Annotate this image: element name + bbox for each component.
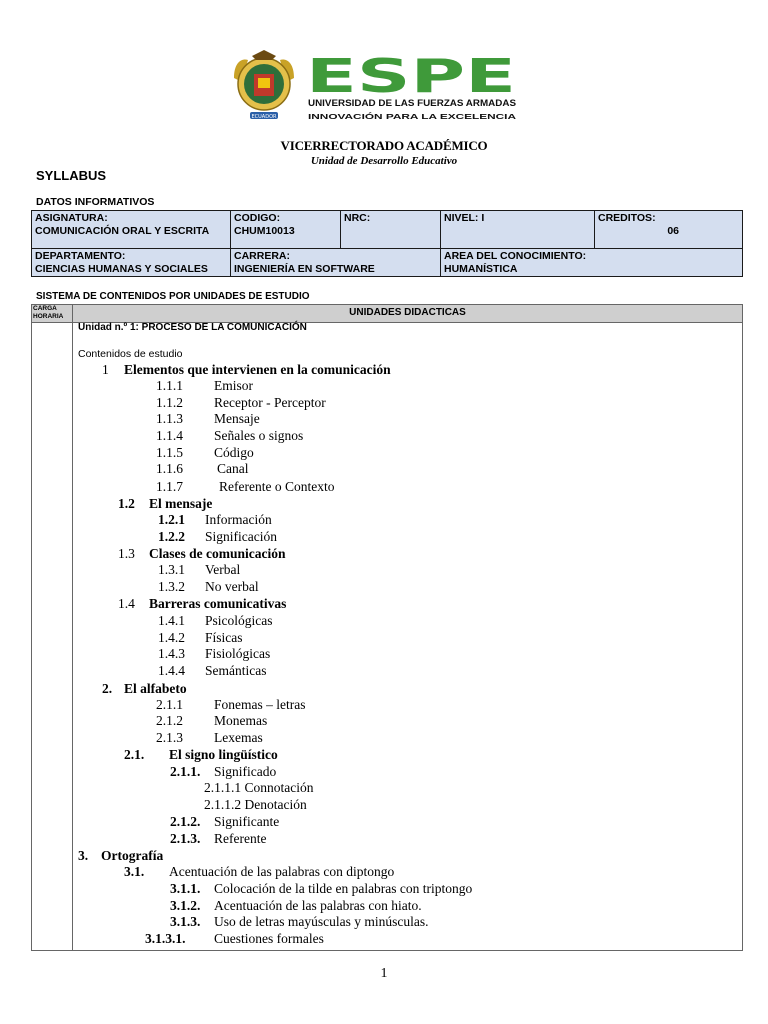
outline-item: 2.1.3 Lexemas <box>156 730 263 745</box>
nrc-label: NRC: <box>344 212 371 224</box>
carrera-label: CARRERA: <box>234 250 290 262</box>
outline-item: 3.1. Acentuación de las palabras con diptongo <box>124 864 395 879</box>
outline-item: 1.4.3 Fisiológicas <box>158 646 271 661</box>
outline-item: 2.1.2. Significante <box>170 814 280 829</box>
departamento-value: CIENCIAS HUMANAS Y SOCIALES <box>35 262 208 275</box>
outline-item: 1.2.2 Significación <box>158 529 277 544</box>
codigo-label: CODIGO: <box>234 212 281 224</box>
column-divider <box>72 305 73 950</box>
vicerrectorado-title: VICERRECTORADO ACADÉMICO <box>280 138 488 153</box>
logo-university-name: UNIVERSIDAD DE LAS FUERZAS ARMADAS <box>308 98 516 109</box>
outline-item: 1.1.2 Receptor - Perceptor <box>156 395 326 410</box>
outline-item: 2.1.1.1 Connotación <box>204 780 314 795</box>
outline-item: 1.1.6 Canal <box>156 461 249 476</box>
unidad-desarrollo-subtitle: Unidad de Desarrollo Educativo <box>310 155 458 167</box>
espe-wordmark: ESPE <box>306 50 516 103</box>
asignatura-label: ASIGNATURA: <box>35 212 108 224</box>
outline-item: 3.1.3. Uso de letras mayúsculas y minúsculas. <box>170 914 429 929</box>
outline-item: 2. El alfabeto <box>102 681 187 696</box>
carga-horaria-header: CARGA HORARIA <box>33 305 64 320</box>
outline-item: 2.1. El signo lingüístico <box>124 747 278 762</box>
asignatura-cell <box>32 211 231 249</box>
unidad-title: Unidad n.º 1: PROCESO DE LA COMUNICACIÓN <box>78 322 307 333</box>
outline-item: 1.4.2 Físicas <box>158 630 243 645</box>
outline-item: 3.1.2. Acentuación de las palabras con hiato. <box>170 898 422 913</box>
departamento-label: DEPARTAMENTO: <box>35 250 126 262</box>
outline-item: 1.3 Clases de comunicación <box>118 546 286 561</box>
contenidos-estudio-label: Contenidos de estudio <box>78 348 183 360</box>
creditos-label: CREDITOS: <box>598 212 656 224</box>
outline-item: 1.2.1 Información <box>158 512 272 527</box>
outline-item: 2.1.3. Referente <box>170 831 267 846</box>
university-seal-icon <box>234 50 294 120</box>
logo-slogan: INNOVACIÓN PARA LA EXCELENCIA <box>308 112 517 121</box>
creditos-cell <box>595 211 743 249</box>
page-number: 1 <box>380 966 388 981</box>
unidades-didacticas-header: UNIDADES DIDACTICAS <box>349 307 466 318</box>
nivel-cell <box>441 211 595 249</box>
datos-informativos-table <box>31 210 743 277</box>
outline-item: 1.2 El mensaje <box>118 496 213 511</box>
codigo-value: CHUM10013 <box>234 224 295 237</box>
sistema-contenidos-heading: SISTEMA DE CONTENIDOS POR UNIDADES DE ESTUDIO <box>36 291 310 302</box>
outline-item: 1.1.5 Código <box>156 445 254 460</box>
outline-item: 2.1.2 Monemas <box>156 713 268 728</box>
area-label: AREA DEL CONOCIMIENTO: <box>444 250 587 262</box>
outline-item: 1.4 Barreras comunicativas <box>118 596 287 611</box>
outline-item: 1.1.7 Referente o Contexto <box>156 479 335 494</box>
creditos-value: 06 <box>667 224 679 237</box>
outline-item: 1.3.1 Verbal <box>158 562 241 577</box>
espe-logo <box>228 50 528 122</box>
nrc-cell <box>341 211 441 249</box>
outline-item: 1.4.1 Psicológicas <box>158 613 273 628</box>
area-cell <box>441 249 743 277</box>
carrera-cell <box>231 249 441 277</box>
outline-item: 2.1.1.2 Denotación <box>204 797 307 812</box>
outline-item: 3.1.1. Colocación de la tilde en palabras con triptongo <box>170 881 473 896</box>
departamento-cell <box>32 249 231 277</box>
outline-item: 1.1.4 Señales o signos <box>156 428 304 443</box>
outline-item: 2.1.1. Significado <box>170 764 277 779</box>
outline-item: 1.1.3 Mensaje <box>156 411 260 426</box>
svg-text:ECUADOR: ECUADOR <box>251 114 277 120</box>
outline-item: 1.1.1 Emisor <box>156 378 253 393</box>
syllabus-heading: SYLLABUS <box>36 168 107 183</box>
datos-informativos-heading: DATOS INFORMATIVOS <box>36 196 155 208</box>
outline-item: 1 Elementos que intervienen en la comunicación <box>102 362 391 377</box>
nivel-label: NIVEL: I <box>444 212 485 224</box>
outline-item: 2.1.1 Fonemas – letras <box>156 697 306 712</box>
outline-item: 1.4.4 Semánticas <box>158 663 267 678</box>
carrera-value: INGENIERÍA EN SOFTWARE <box>234 262 375 275</box>
codigo-cell <box>231 211 341 249</box>
outline-item: 3.1.3.1. Cuestiones formales <box>145 931 324 946</box>
asignatura-value: COMUNICACIÓN ORAL Y ESCRITA <box>35 224 210 237</box>
outline-item: 1.3.2 No verbal <box>158 579 259 594</box>
area-value: HUMANÍSTICA <box>444 262 518 275</box>
outline-item: 3. Ortografía <box>78 848 164 863</box>
